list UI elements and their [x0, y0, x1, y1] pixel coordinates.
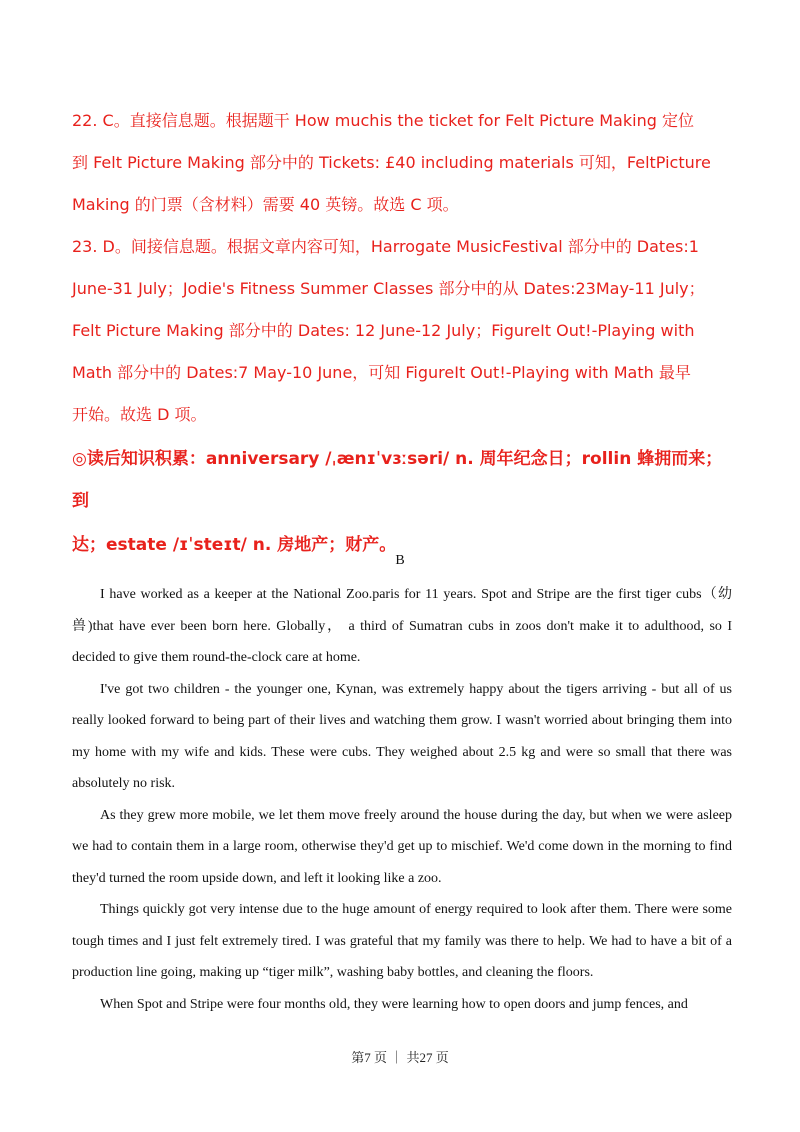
answer-22-line-2: 到 Felt Picture Making 部分中的 Tickets: £40 including materials 可知，FeltPicture	[72, 153, 711, 172]
passage-paragraph: I have worked as a keeper at the National Zoo.paris for 11 years. Spot and Stripe are the first tiger cubs（幼兽)that have ever been born here. Globally， a third of Sumatran cubs in zoos don't make it to adulthood, so I decided to give them round-the-clock care at home.	[72, 587, 732, 665]
answer-22-line-1: 22. C。直接信息题。根据题干 How muchis the ticket for Felt Picture Making 定位	[72, 111, 694, 130]
answer-23-line-3: Felt Picture Making 部分中的 Dates: 12 June-12 July；FigureIt Out!-Playing with	[72, 321, 695, 340]
answer-explanations	[72, 100, 732, 566]
answer-23-line-4: Math 部分中的 Dates:7 May-10 June，可知 FigureIt Out!-Playing with Math 最早	[72, 363, 691, 382]
passage-paragraph: Things quickly got very intense due to the huge amount of energy required to look after them. There were some tough times and I just felt extremely tired. I was grateful that my family was there to help. We had to have a bit of a production line going, making up “tiger milk”, washing baby bottles, and cleaning the floors.	[72, 902, 732, 980]
answer-22-line-3: Making 的门票（含材料）需要 40 英镑。故选 C 项。	[72, 195, 459, 214]
knowledge-note-line-2: 达；estate /ɪˈsteɪt/ n. 房地产；财产。	[72, 535, 397, 555]
passage-paragraph: When Spot and Stripe were four months old, they were learning how to open doors and jump fences, and	[100, 996, 688, 1012]
knowledge-note-line-1: ◎读后知识积累：anniversary /ˌænɪˈvɜːsəri/ n. 周年纪念日；rollin 蜂拥而来；到	[72, 449, 723, 511]
answer-23-line-2: June-31 July；Jodie's Fitness Summer Classes 部分中的从 Dates:23May-11 July；	[72, 279, 705, 298]
reading-passage	[72, 579, 732, 1020]
answer-23-line-5: 开始。故选 D 项。	[72, 405, 207, 424]
page-footer: 第7 页 ｜ 共27 页	[351, 1050, 449, 1065]
passage-paragraph: I've got two children - the younger one, Kynan, was extremely happy about the tigers arriving - but all of us really looked forward to being part of their lives and watching them grow. I wasn't worried about bringing them into my home with my wife and kids. These were cubs. They weighed about 2.5 kg and were so small that there was absolutely no risk.	[72, 681, 732, 791]
section-heading: B	[395, 553, 405, 568]
answer-23-line-1: 23. D。间接信息题。根据文章内容可知，Harrogate MusicFestival 部分中的 Dates:1	[72, 237, 699, 256]
passage-paragraph: As they grew more mobile, we let them move freely around the house during the day, but when we were asleep we had to contain them in a large room, otherwise they'd get up to mischief. We'd come down in the morning to find they'd turned the room upside down, and left it looking like a zoo.	[72, 807, 732, 886]
